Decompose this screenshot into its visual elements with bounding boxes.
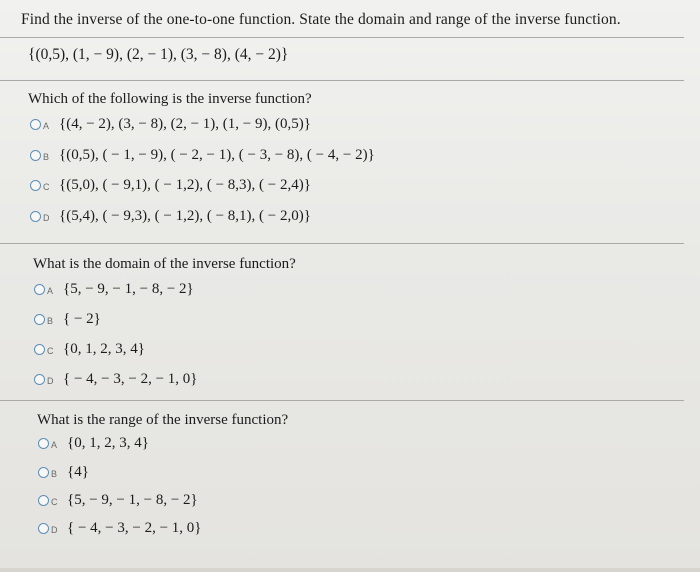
option-letter: B — [51, 468, 58, 479]
option-text: {(0,5), ( − 1, − 9), ( − 2, − 1), ( − 3, − 8), ( − 4, − 2)} — [59, 147, 375, 163]
option-text: {4} — [67, 464, 89, 480]
problem-instructions: Find the inverse of the one-to-one function. State the domain and range of the inverse function. — [21, 11, 621, 28]
option-letter: D — [43, 212, 50, 223]
option-text: {(5,0), ( − 9,1), ( − 1,2), ( − 8,3), ( − 2,4)} — [59, 177, 311, 193]
option-range-a[interactable] — [38, 435, 149, 452]
option-letter: A — [51, 439, 58, 450]
divider — [0, 37, 684, 38]
option-text: { − 4, − 3, − 2, − 1, 0} — [67, 520, 202, 536]
option-inverse-b[interactable] — [30, 147, 375, 164]
option-letter: A — [43, 120, 50, 131]
option-letter: B — [43, 151, 50, 162]
option-inverse-a[interactable] — [30, 116, 311, 133]
radio-button[interactable] — [30, 119, 41, 130]
option-letter: C — [43, 181, 50, 192]
option-inverse-c[interactable] — [30, 177, 311, 194]
bottom-edge — [0, 568, 700, 572]
option-domain-b[interactable] — [34, 311, 101, 328]
option-letter: D — [51, 524, 58, 535]
question-domain-prompt: What is the domain of the inverse function? — [33, 256, 296, 272]
radio-button[interactable] — [38, 467, 49, 478]
option-domain-a[interactable] — [34, 281, 194, 298]
divider — [0, 400, 684, 401]
option-text: { − 4, − 3, − 2, − 1, 0} — [63, 371, 198, 387]
option-range-d[interactable] — [38, 520, 202, 537]
option-letter: A — [47, 285, 54, 296]
option-domain-c[interactable] — [34, 341, 145, 358]
option-range-c[interactable] — [38, 492, 198, 509]
divider — [0, 80, 684, 81]
option-text: {(4, − 2), (3, − 8), (2, − 1), (1, − 9), (0,5)} — [59, 116, 311, 132]
option-letter: C — [47, 345, 54, 356]
radio-button[interactable] — [34, 284, 45, 295]
radio-button[interactable] — [34, 314, 45, 325]
divider — [0, 243, 684, 244]
radio-button[interactable] — [30, 150, 41, 161]
radio-button[interactable] — [34, 344, 45, 355]
option-inverse-d[interactable] — [30, 208, 311, 225]
question-inverse-prompt: Which of the following is the inverse function? — [28, 91, 312, 107]
option-text: { − 2} — [63, 311, 101, 327]
option-range-b[interactable] — [38, 464, 89, 481]
given-function-set: {(0,5), (1, − 9), (2, − 1), (3, − 8), (4, − 2)} — [28, 46, 289, 63]
option-text: {0, 1, 2, 3, 4} — [67, 435, 149, 451]
option-letter: C — [51, 496, 58, 507]
option-text: {0, 1, 2, 3, 4} — [63, 341, 145, 357]
option-text: {5, − 9, − 1, − 8, − 2} — [67, 492, 198, 508]
radio-button[interactable] — [38, 523, 49, 534]
radio-button[interactable] — [30, 211, 41, 222]
option-text: {(5,4), ( − 9,3), ( − 1,2), ( − 8,1), ( − 2,0)} — [59, 208, 311, 224]
radio-button[interactable] — [38, 495, 49, 506]
question-range-prompt: What is the range of the inverse function? — [37, 412, 289, 428]
option-letter: B — [47, 315, 54, 326]
radio-button[interactable] — [38, 438, 49, 449]
option-text: {5, − 9, − 1, − 8, − 2} — [63, 281, 194, 297]
option-letter: D — [47, 375, 54, 386]
radio-button[interactable] — [34, 374, 45, 385]
radio-button[interactable] — [30, 180, 41, 191]
option-domain-d[interactable] — [34, 371, 198, 388]
